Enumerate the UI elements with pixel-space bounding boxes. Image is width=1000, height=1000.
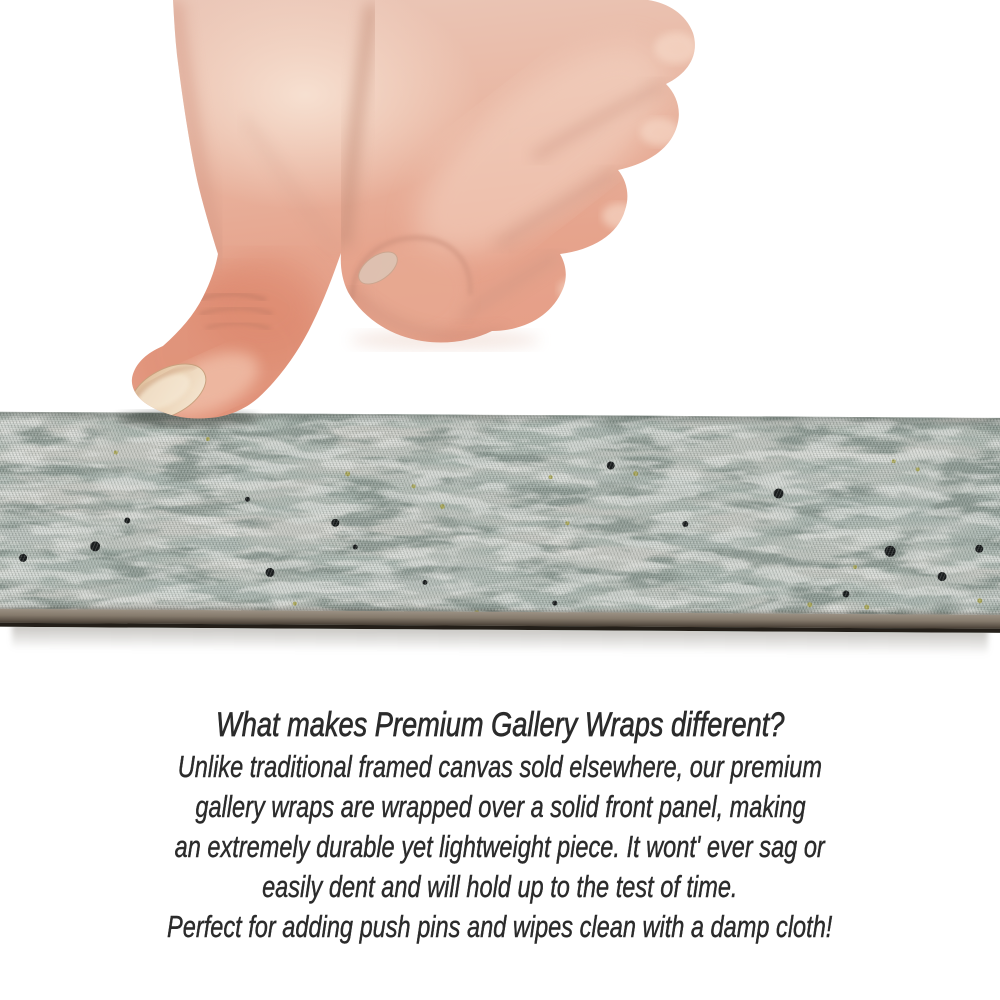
caption-line-2: gallery wraps are wrapped over a solid front panel, making (194, 789, 806, 824)
caption-line-4: easily dent and will hold up to the test of time. (262, 869, 738, 904)
caption-heading-text: What makes Premium Gallery Wraps different? (215, 706, 785, 744)
caption-heading (0, 703, 1000, 747)
caption-line-1: Unlike traditional framed canvas sold elsewhere, our premium (177, 749, 823, 784)
caption-block (0, 703, 1000, 947)
canvas-strip (0, 412, 1000, 633)
caption-line-3: an extremely durable yet lightweight piece. It wont' ever sag or (174, 829, 826, 864)
hand-photo (0, 0, 1000, 430)
caption-line-5: Perfect for adding push pins and wipes clean with a damp cloth! (167, 909, 833, 944)
canvas-weave-texture (0, 412, 1000, 619)
